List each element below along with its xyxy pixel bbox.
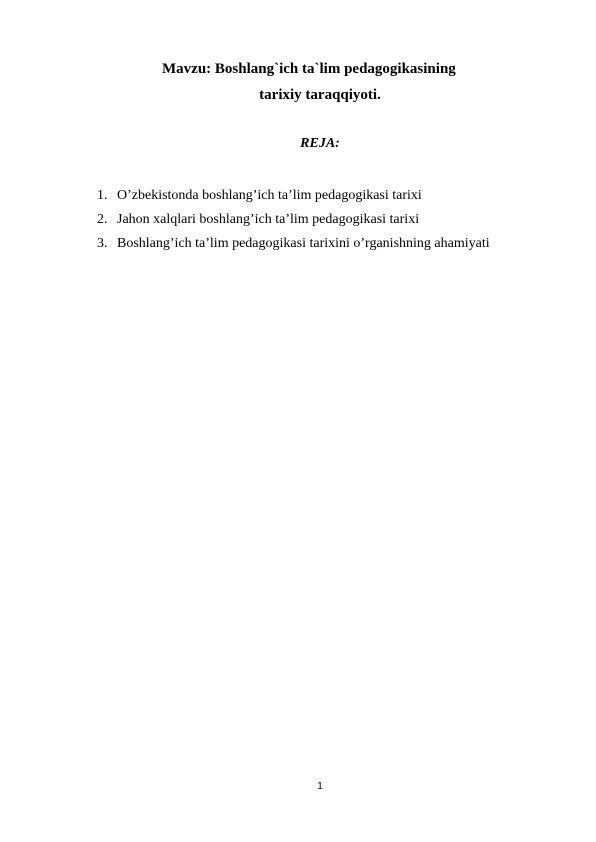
- document-title-line-2: tarixiy taraqqiyoti.: [259, 87, 381, 103]
- plan-item-text: O’zbekistonda boshlang’ich ta’lim pedagogikasi tarixi: [117, 188, 422, 203]
- plan-item-3: [97, 236, 490, 260]
- plan-item-1: [97, 188, 490, 212]
- plan-item-number: 3.: [97, 236, 108, 251]
- plan-item-2: [97, 212, 490, 236]
- page-number: 1: [317, 781, 323, 792]
- plan-item-text: Jahon xalqlari boshlang’ich ta’lim pedagogikasi tarixi: [117, 212, 420, 227]
- plan-item-number: 2.: [97, 212, 108, 227]
- document-title-line-1: Mavzu: Boshlang`ich ta`lim pedagogikasining: [162, 61, 456, 77]
- plan-item-number: 1.: [97, 188, 108, 203]
- plan-list: [97, 188, 490, 260]
- plan-item-text: Boshlang’ich ta’lim pedagogikasi tarixini o’rganishning ahamiyati: [117, 236, 490, 251]
- plan-heading: REJA:: [300, 136, 340, 151]
